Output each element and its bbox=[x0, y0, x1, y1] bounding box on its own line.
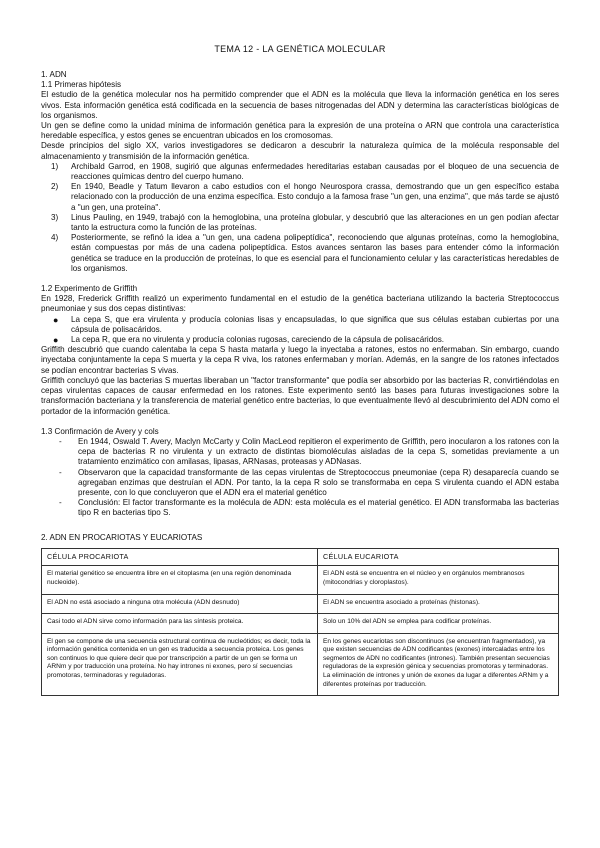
dash-list bbox=[41, 437, 559, 519]
comparison-table bbox=[41, 548, 559, 697]
list-item bbox=[41, 437, 559, 468]
section-heading: 2. ADN EN PROCARIOTAS Y EUCARIOTAS bbox=[41, 532, 203, 542]
dash-marker: - bbox=[59, 498, 62, 508]
bullet-icon: ● bbox=[53, 335, 59, 346]
paragraph: Griffith concluyó que las bacterias S muertas liberaban un "factor transformante" que podía ser absorbido por las bacterias R, convirtiéndolas en cepas virulentas capaces de causar enfermedad en los ratones. Este experimento sentó las bases para futuras investigaciones sobre la transformación bacteriana y la transferencia de material genético entre bacterias, lo que eventualmente llevó al descubrimiento del ADN como el portador de la información genética. bbox=[41, 375, 559, 416]
list-text: La cepa S, que era virulenta y producía colonias lisas y encapsuladas, lo que significa que sus células estaban cubiertas por una cápsula de polisacáridos. bbox=[71, 314, 559, 334]
list-item bbox=[41, 315, 559, 335]
table-row bbox=[42, 633, 559, 696]
numbered-list bbox=[41, 162, 559, 274]
table-cell: En los genes eucariotas son discontinuos (se encuentran fragmentados), ya que existen secuencias de ADN codificantes (exones) intercaladas entre los segmentos de ADN no codificantes (intrones). También presentan secuencias reguladoras de la expresión génica y secuencias promotoras y terminadoras. La eliminación de intrones y unión de exones da lugar a diferentes ARNm y a diferentes proteínas por traducción. bbox=[318, 633, 559, 696]
list-item bbox=[41, 335, 559, 345]
subsection-heading: 1.1 Primeras hipótesis bbox=[41, 80, 122, 90]
bullet-icon: ● bbox=[53, 314, 59, 325]
list-text: En 1940, Beadle y Tatum llevaron a cabo estudios con el hongo Neurospora crassa, demostrando que un gen específico estaba relacionado con la producción de una enzima específica. Esto condujo a la famosa frase "un gen, una enzima", que más tarde se ajustó a "un gen, una proteína". bbox=[71, 182, 559, 212]
table-cell: El ADN no está asociado a ninguna otra molécula (ADN desnudo) bbox=[42, 594, 318, 614]
table-cell: El material genético se encuentra libre en el citoplasma (en una región denominada nucleoide). bbox=[42, 566, 318, 594]
paragraph: Un gen se define como la unidad mínima de información genética para la expresión de una proteína o ARN que controla una característica heredable específica, y estos genes se encuentran ubicados en los cromosomas. bbox=[41, 121, 559, 141]
list-item bbox=[41, 182, 559, 213]
table-row bbox=[42, 566, 559, 594]
document-body bbox=[41, 70, 559, 696]
paragraph: Desde principios del siglo XX, varios investigadores se dedicaron a descubrir la naturaleza química de la molécula responsable del almacenamiento y transmisión de la información genética. bbox=[41, 141, 559, 161]
list-item bbox=[41, 468, 559, 499]
table-cell: Casi todo el ADN sirve como información para las síntesis proteica. bbox=[42, 614, 318, 634]
paragraph: En 1928, Frederick Griffith realizó un experimento fundamental en el estudio de la genética bacteriana utilizando la bacteria Streptococcus pneumoniae y sus dos cepas distintivas: bbox=[41, 294, 559, 314]
list-number: 1) bbox=[51, 161, 59, 171]
list-text: Conclusión: El factor transformante es la molécula de ADN: esta molécula es el material genético. El ADN transformaba las bacterias tipo R en bacterias tipo S. bbox=[78, 498, 559, 518]
list-item bbox=[41, 162, 559, 182]
list-text: Observaron que la capacidad transformante de las cepas virulentas de Streptococcus pneumoniae (cepa R) desaparecía cuando se agregaban enzimas que destruían el ADN. Por tanto, la la cepa R solo se transformaba en cepa S virulenta cuando el ADN estaba presente, con lo que concluyeron que el ADN era el material genético bbox=[78, 467, 559, 497]
table-row bbox=[42, 594, 559, 614]
table-header-row bbox=[42, 548, 559, 566]
list-item bbox=[41, 213, 559, 233]
list-item bbox=[41, 233, 559, 274]
list-text: Linus Pauling, en 1949, trabajó con la hemoglobina, una proteína globular, y descubrió que las alteraciones en un gen podían afectar tanto la estructura como la función de las proteínas. bbox=[71, 212, 559, 233]
paragraph: Griffith descubrió que cuando calentaba la cepa S hasta matarla y luego la inyectaba a ratones, estos no enfermaban. Sin embargo, cuando inyectaba conjuntamente la cepa S muerta y la cepa R viva, los ratones enfermaban y morían. Además, en la sangre de los ratones infectados se podían encontrar bacterias S vivas. bbox=[41, 345, 559, 375]
list-number: 3) bbox=[51, 212, 59, 222]
dash-marker: - bbox=[59, 467, 62, 477]
list-text: En 1944, Oswald T. Avery, Maclyn McCarty y Colin MacLeod repitieron el experimento de Griffith, pero inocularon a los ratones con la cepa de bacterias R no virulenta y un extracto de distintas biomoléculas aisladas de la cepa S, sometidas previamente a un tratamiento enzimático con amilasas, lipasas, ARNasas, proteasas y ADNasas. bbox=[78, 436, 559, 467]
list-text: Posteriormente, se refinó la idea a "un gen, una cadena polipeptídica", reconociendo que algunas proteínas, como la hemoglobina, están compuestas por más de una cadena polipeptídica. Estos avances sentaron las bases para entender cómo la información genética se traduce en la producción de proteínas, lo que es esencial para el funcionamiento celular y las características heredables de los organismos. bbox=[71, 233, 559, 273]
page-title: TEMA 12 - LA GENÉTICA MOLECULAR bbox=[214, 44, 386, 54]
table-row bbox=[42, 614, 559, 634]
list-item bbox=[41, 498, 559, 518]
list-text: Archibald Garrod, en 1908, sugirió que algunas enfermedades hereditarias estaban causadas por el bloqueo de una secuencia de reacciones químicas dentro del cuerpo humano. bbox=[71, 161, 559, 182]
list-number: 4) bbox=[51, 233, 59, 243]
table-cell: El ADN está se encuentra en el núcleo y en orgánulos membranosos (mitocondrias y cloroplastos). bbox=[318, 566, 559, 594]
subsection-heading: 1.3 Confirmación de Avery y cols bbox=[41, 426, 159, 436]
table-cell: El ADN se encuentra asociado a proteínas (histonas). bbox=[318, 594, 559, 614]
list-number: 2) bbox=[51, 182, 59, 192]
section-heading: 1. ADN bbox=[41, 70, 67, 79]
paragraph: El estudio de la genética molecular nos ha permitido comprender que el ADN es la molécula que lleva la información genética en los seres vivos. Esta información genética está codificada en la secuencia de bases nitrogenadas del ADN y determina las características biológicas de los organismos. bbox=[41, 90, 559, 120]
subsection-heading: 1.2 Experimento de Griffith bbox=[41, 284, 138, 294]
bullet-list bbox=[41, 315, 559, 346]
column-header: CÉLULA EUCARIOTA bbox=[318, 548, 559, 566]
table-cell: El gen se compone de una secuencia estructural continua de nucleótidos; es decir, toda la información genética contenida en un gen es traducida a secuencia proteica. Los genes son continuos lo que quiere decir que por transcripción a partir de un gen se forma un ARNm y por traducción una proteína. No hay intrones ni exones, pero sí secuencias promotoras, terminadoras y reguladoras. bbox=[42, 633, 318, 696]
list-text: La cepa R, que era no virulenta y producía colonias rugosas, careciendo de la cápsula de polisacáridos. bbox=[71, 335, 444, 345]
table-cell: Solo un 10% del ADN se emplea para codificar proteínas. bbox=[318, 614, 559, 634]
dash-marker: - bbox=[59, 436, 62, 446]
column-header: CÉLULA PROCARIOTA bbox=[42, 548, 318, 566]
